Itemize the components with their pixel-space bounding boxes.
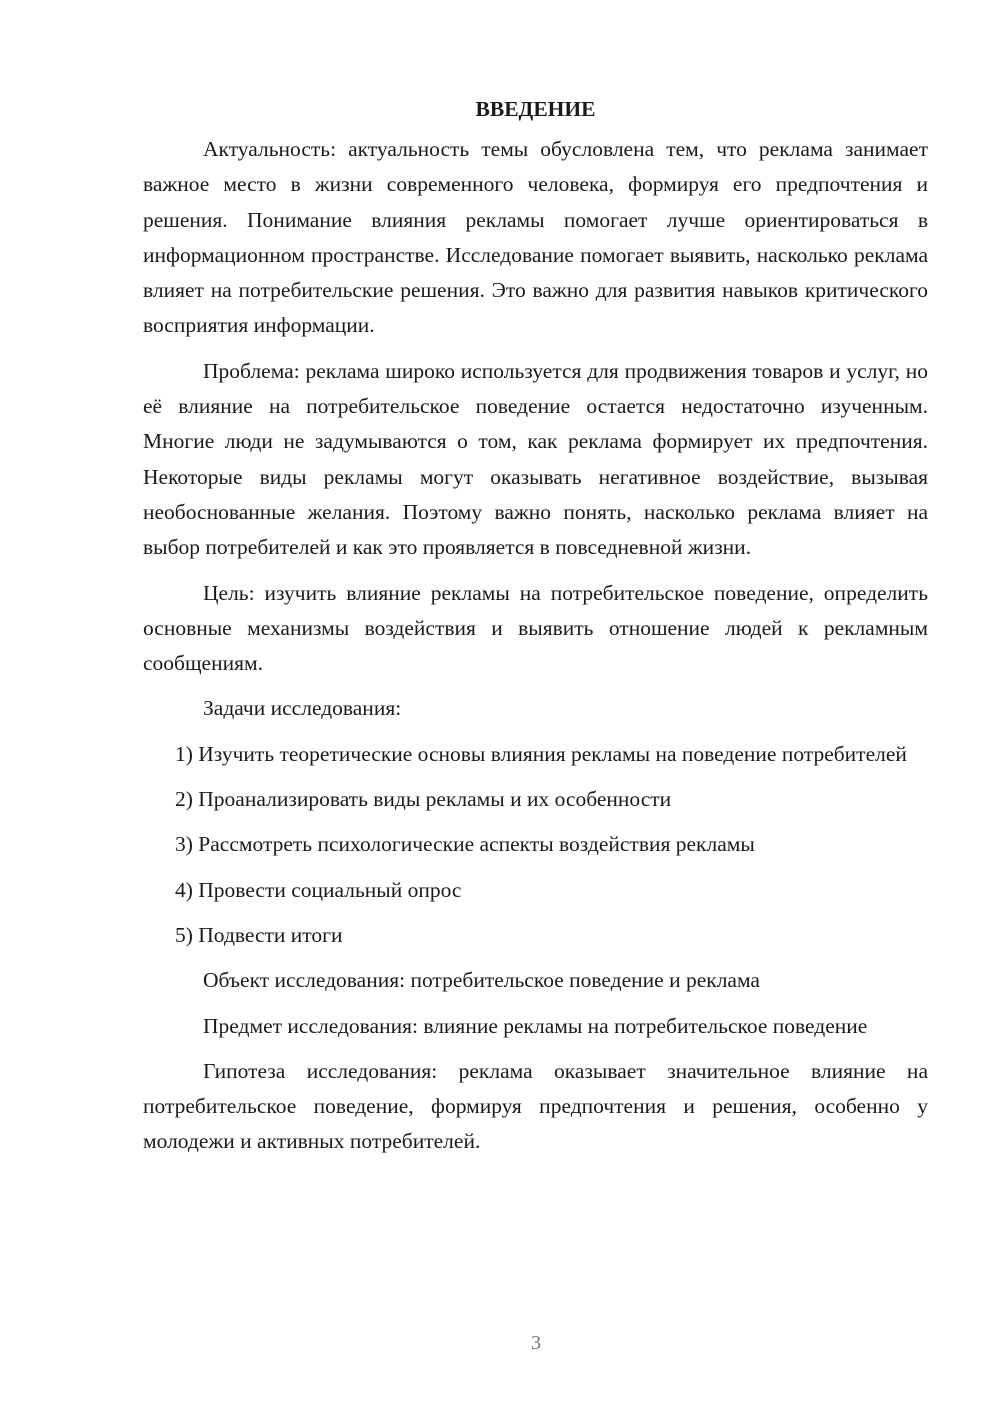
object-paragraph: Объект исследования: потребительское поведение и реклама	[203, 968, 760, 993]
subject-paragraph: Предмет исследования: влияние рекламы на потребительское поведение	[203, 1013, 868, 1038]
tasks-heading: Задачи исследования:	[203, 696, 402, 721]
relevance-paragraph: Актуальность: актуальность темы обусловлена тем, что реклама занимает важное место в жизни современного человека, формируя его предпочтения и решения. Понимание влияния рекламы помогает лучше ориентироваться в информационном пространстве. Исследование помогает выявить, насколько реклама влияет на потребительские решения. Это важно для развития навыков критического восприятия информации.	[143, 137, 928, 338]
hypothesis-paragraph: Гипотеза исследования: реклама оказывает значительное влияние на потребительское поведение, формируя предпочтения и решения, особенно у молодежи и активных потребителей.	[143, 1058, 928, 1154]
tasks-list	[143, 737, 928, 953]
task-item: 5) Подвести итоги	[175, 922, 343, 947]
page-title: ВВЕДЕНИЕ	[475, 97, 596, 121]
document-page	[143, 90, 928, 1170]
goal-paragraph: Цель: изучить влияние рекламы на потребительское поведение, определить основные механизмы воздействия и выявить отношение людей к рекламным сообщениям.	[143, 580, 928, 676]
task-item: 4) Провести социальный опрос	[175, 877, 462, 902]
task-item: 2) Проанализировать виды рекламы и их особенности	[175, 787, 672, 812]
task-item: 3) Рассмотреть психологические аспекты воздействия рекламы	[175, 832, 755, 857]
page-number: 3	[531, 1332, 541, 1354]
problem-paragraph: Проблема: реклама широко используется для продвижения товаров и услуг, но её влияние на потребительское поведение остается недостаточно изученным. Многие люди не задумываются о том, как реклама формирует их предпочтения. Некоторые виды рекламы могут оказывать негативное воздействие, вызывая необоснованные желания. Поэтому важно понять, насколько реклама влияет на выбор потребителей и как это проявляется в повседневной жизни.	[143, 358, 928, 560]
task-item: 1) Изучить теоретические основы влияния рекламы на поведение потребителей	[175, 741, 907, 766]
